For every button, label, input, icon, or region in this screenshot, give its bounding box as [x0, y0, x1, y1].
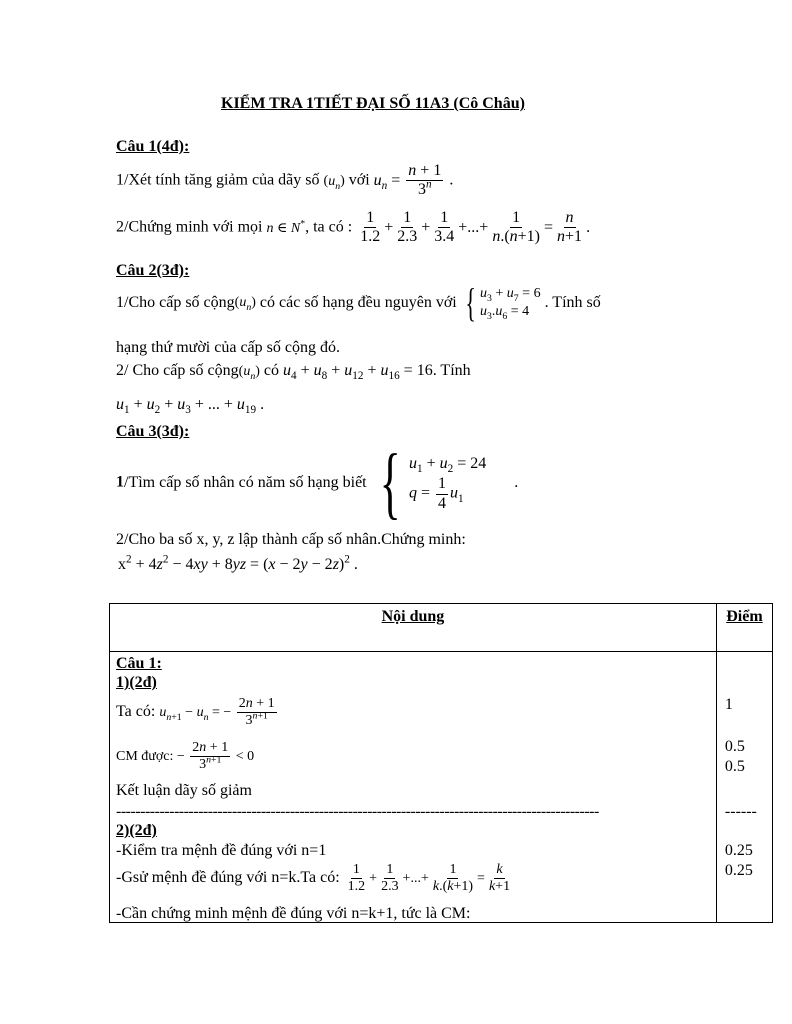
q1-p1-with: với: [348, 171, 370, 189]
q1-p1-text: 1/Xét tính tăng giảm của dãy số: [116, 171, 320, 189]
score-5: 0.25: [724, 862, 753, 879]
col-score-header: Điểm: [716, 604, 772, 652]
answer-content-cell: [110, 652, 717, 923]
ans-taco-formula: $u_{n+1} - u_n$ = − $\frac{2n + 1}{3^{n+1}}$: [159, 696, 275, 729]
question-2-heading: Câu 2(3đ):: [116, 262, 190, 279]
answer-score-cell: [716, 652, 772, 923]
ans-gia-su: -Gsử mệnh đề đúng với n=k.Ta có:: [116, 868, 340, 886]
question-1-part-2: [116, 209, 590, 247]
page-title: KIỂM TRA 1TIẾT ĐẠI SỐ 11A3 (Cô Châu): [221, 95, 525, 112]
q2-p1-line2: hạng thứ mười của cấp số cộng đó.: [116, 339, 340, 356]
q2-p2-formula: $u_4 + u_8 + u_{12} + u_{16} = 16$: [283, 362, 433, 383]
score-1: 1: [724, 696, 733, 713]
q2-p1-text: 1/Cho cấp số cộng: [116, 294, 235, 311]
q3-p1-system: $u_1 + u_2 = 24$ q = $\frac{1}{4}$ $u_1$: [409, 454, 487, 512]
ans-taco: Ta có:: [116, 702, 156, 720]
q1-p1-sequence: $(u_n)$: [323, 173, 345, 192]
ans-gia-su-row: [116, 862, 514, 895]
ans-taco-row: [116, 696, 279, 729]
q2-p2-co: có: [263, 362, 280, 379]
q3-p1-text: /Tìm cấp số nhân có năm số hạng biết: [124, 474, 367, 491]
ans-c1-part2: 2)(2đ): [116, 822, 157, 839]
score-4: 0.25: [724, 842, 753, 859]
q2-p2-sum: $u_1 + u_2 + u_3$ + ... + $u_{19}$ .: [116, 396, 265, 417]
q2-p1-sequence: $(u_n)$: [234, 295, 256, 313]
ans-ket-luan: Kết luận dãy số giảm: [116, 782, 252, 799]
question-1-heading: Câu 1(4đ):: [116, 138, 190, 155]
q3-p1-num: 1: [116, 473, 124, 491]
question-2-part-2: [116, 362, 471, 383]
ans-dash-line: ----------------------------------------------------------------------------------------------------: [116, 803, 599, 820]
q2-p2-text: 2/ Cho cấp số cộng: [116, 362, 239, 379]
score-3: 0.5: [724, 758, 745, 775]
question-3-part-1: 1/Tìm cấp số nhân có năm số hạng biết { $u_1 + u_2 = 24$ q = $\frac{1}{4}$ $u_1$ .: [116, 439, 519, 527]
score-dash: ------: [724, 803, 757, 820]
q3-p2-identity: $x^2 + 4z^2 - 4xy + 8yz = (x - 2y - 2z)^2$ .: [118, 553, 358, 573]
q3-p1-brace: {: [379, 439, 401, 527]
ans-kiem-tra: -Kiểm tra mệnh đề đúng với n=1: [116, 842, 327, 859]
score-2: 0.5: [724, 738, 745, 755]
ans-gia-su-formula: $\frac{1}{1.2}$ + $\frac{1}{2.3}$ +...+ $\frac{1}{k.(k+1)}$ = $\frac{k}{k+1}$: [347, 862, 511, 895]
q2-p1-tail: . Tính số: [544, 294, 601, 311]
ans-c1-heading: Câu 1:: [116, 655, 162, 672]
answer-table: [109, 603, 773, 923]
q2-p2-sequence: $(u_n)$: [238, 364, 260, 382]
ans-c1-part1: 1)(2đ): [116, 674, 157, 691]
q2-p2-tinh: . Tính: [432, 362, 471, 379]
q1-p2-condition: n ∈ N*: [266, 217, 306, 236]
q1-p2-text: 2/Chứng minh với mọi: [116, 218, 263, 236]
question-3-heading: Câu 3(3đ):: [116, 423, 190, 440]
ans-can-cm: -Cần chứng minh mệnh đề đúng với n=k+1, tức là CM:: [116, 905, 471, 922]
ans-cm-formula: − $\frac{2n + 1}{3^{n+1}}$ < 0: [176, 740, 255, 773]
q1-p2-taco: , ta có :: [305, 218, 353, 236]
question-1-part-1: 1/Xét tính tăng giảm của dãy số $(u_n)$ với $u_n$ = $\frac{n + 1}{3^n}$ .: [116, 162, 454, 199]
q1-p1-formula: $u_n$ = $\frac{n + 1}{3^n}$: [373, 162, 442, 199]
q1-p2-formula: $\frac{1}{1.2}$ + $\frac{1}{2.3}$ + $\frac{1}{3.4}$ +...+ $\frac{1}{n.(n+1)}$ = $\frac{n}{n+1}$ .: [360, 209, 591, 246]
q2-p1-brace: {: [465, 280, 476, 325]
q2-p1-system: $u_3 + u_7 = 6$ $u_3.u_6 = 4$: [479, 285, 541, 322]
ans-cm-duoc: CM được:: [116, 748, 174, 764]
ans-cm-row: [116, 740, 254, 773]
question-2-part-1: [116, 280, 601, 325]
q3-p2-text: 2/Cho ba số x, y, z lập thành cấp số nhân.Chứng minh:: [116, 531, 466, 548]
col-content-header: Nội dung: [110, 604, 717, 652]
q2-p1-rest: có các số hạng đều nguyên với: [259, 294, 457, 311]
